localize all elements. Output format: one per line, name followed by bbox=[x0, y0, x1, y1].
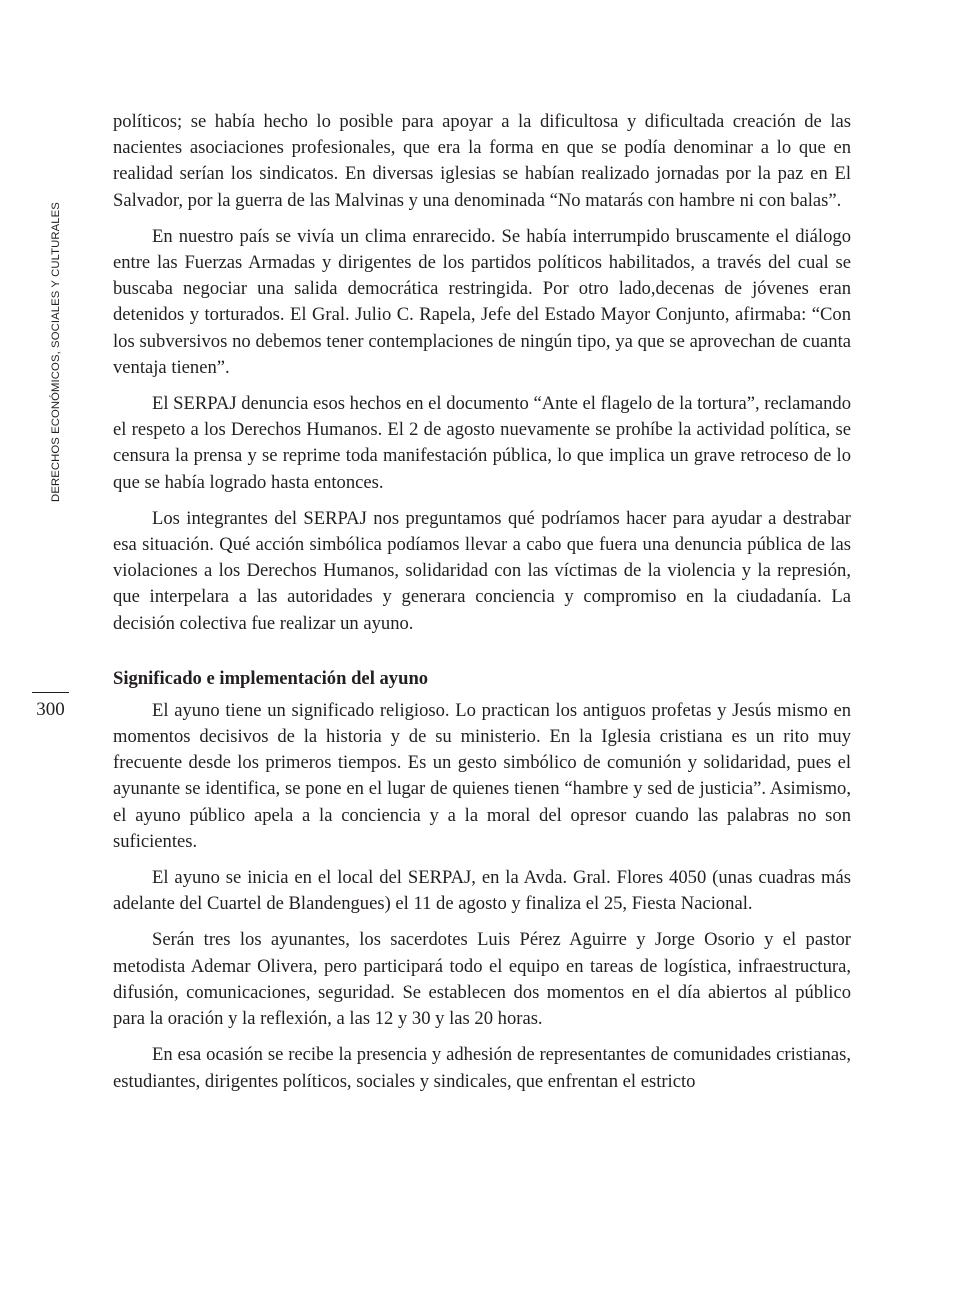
paragraph-8: En esa ocasión se recibe la presencia y adhesión de representantes de comunidades cristianas, estudiantes, dirigentes políticos, sociales y sindicales, que enfrentan el estricto bbox=[113, 1044, 851, 1092]
running-header-text: DERECHOS ECONÓMICOS, SOCIALES Y CULTURALES bbox=[50, 202, 62, 502]
paragraph-6: El ayuno se inicia en el local del SERPAJ, en la Avda. Gral. Flores 4050 (unas cuadras más adelante del Cuartel de Blandengues) el 11 de agosto y finaliza el 25, Fiesta Nacional. bbox=[113, 867, 851, 915]
page-number-rule bbox=[32, 692, 69, 693]
running-header bbox=[33, 193, 79, 511]
paragraph-2: En nuestro país se vivía un clima enrarecido. Se había interrumpido bruscamente el diálogo entre las Fuerzas Armadas y dirigentes de los partidos políticos habilitados, a través del cual se buscaba negociar una salida democrática restringida. Por otro lado,decenas de jóvenes eran detenidos y torturados. El Gral. Julio C. Rapela, Jefe del Estado Mayor Conjunto, afirmaba: “Con los subversivos no debemos tener contemplaciones de ningún tipo, ya que se aprovechan de cuanta ventaja tienen”. bbox=[113, 225, 851, 378]
paragraph-1: políticos; se había hecho lo posible para apoyar a la dificultosa y dificultada creación de las nacientes asociaciones profesionales, que era la forma en que se podía denominar a lo que en realidad serían los sindicatos. En diversas iglesias se habían realizado jornadas por la paz en El Salvador, por la guerra de las Malvinas y una denominada “No matarás con hambre ni con balas”. bbox=[113, 111, 851, 211]
paragraph-5: El ayuno tiene un significado religioso. Lo practican los antiguos profetas y Jesús mismo en momentos decisivos de la historia y de su ministerio. En la Iglesia cristiana es un rito muy frecuente desde los primeros tiempos. Es un gesto simbólico de comunión y solidaridad, pues el ayunante se identifica, se pone en el lugar de quienes tienen “hambre y sed de justicia”. Asimismo, el ayuno público apela a la conciencia y a la moral del opresor cuando las palabras no son suficientes. bbox=[113, 699, 851, 852]
paragraph-4: Los integrantes del SERPAJ nos preguntamos qué podríamos hacer para ayudar a destrabar esa situación. Qué acción simbólica podíamos llevar a cabo que fuera una denuncia pública de las violaciones a los Derechos Humanos, solidaridad con las víctimas de la violencia y la represión, que interpelara a las autoridades y generara conciencia y compromiso en la ciudadanía. La decisión colectiva fue realizar un ayuno. bbox=[113, 507, 851, 634]
page-number: 300 bbox=[36, 699, 65, 720]
body-text bbox=[113, 109, 851, 1105]
paragraph-7: Serán tres los ayunantes, los sacerdotes Luis Pérez Aguirre y Jorge Osorio y el pastor metodista Ademar Olivera, pero participará todo el equipo en tareas de logística, infraestructura, difusión, comunicaciones, seguridad. Se establecen dos momentos en el día abiertos al público para la oración y la reflexión, a las 12 y 30 y las 20 horas. bbox=[113, 929, 851, 1030]
paragraph-3: El SERPAJ denuncia esos hechos en el documento “Ante el flagelo de la tortura”, reclamando el respeto a los Derechos Humanos. El 2 de agosto nuevamente se prohíbe la actividad política, se censura la prensa y se reprime toda manifestación pública, lo que implica un grave retroceso de lo que se había logrado hasta entonces. bbox=[113, 393, 851, 493]
section-heading: Significado e implementación del ayuno bbox=[113, 667, 429, 689]
